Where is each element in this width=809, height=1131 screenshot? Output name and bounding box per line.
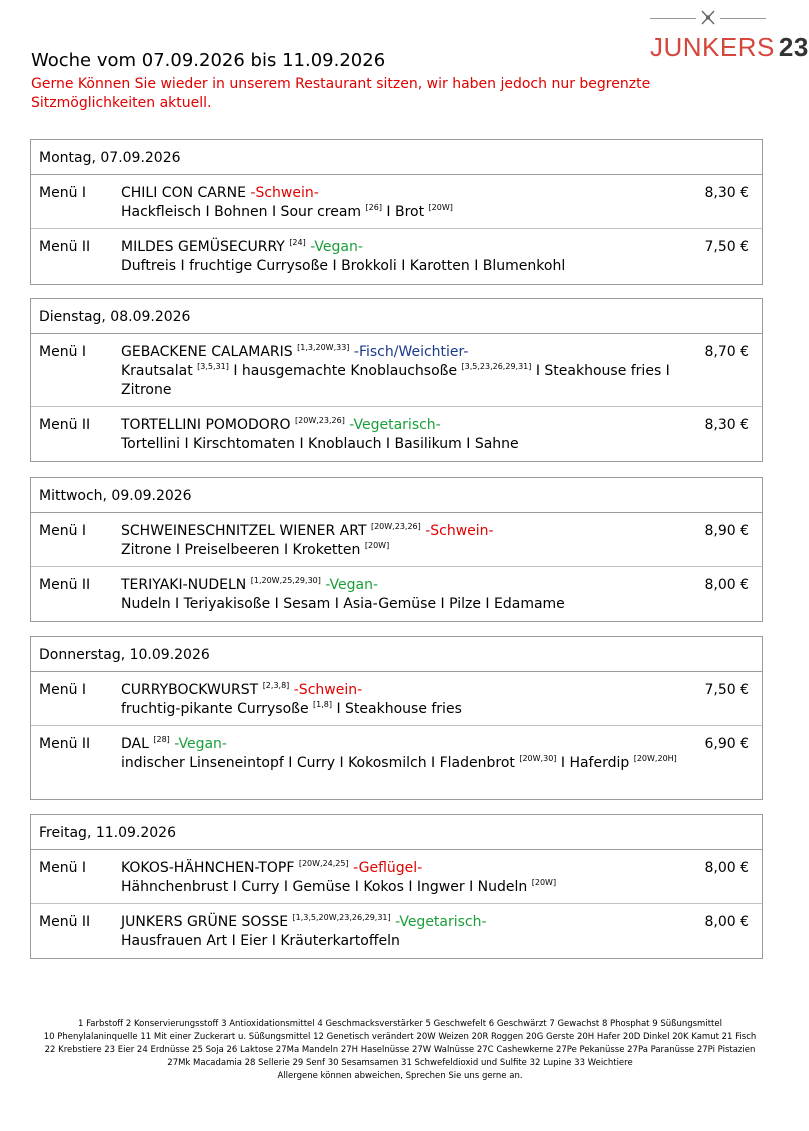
side-dishes: Tortellini I Kirschtomaten I Knoblauch I Basilikum I Sahne (121, 436, 519, 452)
menu-label: Menü I (39, 682, 87, 698)
allergen-legend (0, 1018, 800, 1083)
menu-description (121, 576, 691, 614)
allergen-codes: [20W,23,26] (295, 416, 345, 425)
menu-price: 8,90 € (704, 523, 749, 539)
dish-name: TORTELLINI POMODORO (121, 417, 291, 433)
diet-tag: -Schwein- (425, 523, 494, 539)
side-dishes: I Haferdip (560, 755, 630, 771)
side-dishes: Hackfleisch I Bohnen I Sour cream (121, 204, 362, 220)
logo-rule-left (650, 18, 696, 19)
allergen-codes: [28] (153, 735, 170, 744)
allergen-codes: [1,8] (313, 700, 332, 709)
menu-label: Menü II (39, 914, 91, 930)
diet-tag: -Fisch/Weichtier- (353, 344, 469, 360)
legend-line: 27Mk Macadamia 28 Sellerie 29 Senf 30 Sesamsamen 31 Schwefeldioxid und Sulfite 32 Lupine 33 Weichtiere (167, 1058, 633, 1068)
legend-line: 1 Farbstoff 2 Konservierungsstoff 3 Antioxidationsmittel 4 Geschmacksverstärker 5 Geschwefelt 6 Geschwärzt 7 Gewachst 8 Phosphat 9 Süßungsmittel (78, 1019, 722, 1029)
dish-name: CURRYBOCKWURST (121, 682, 259, 698)
menu-row (31, 904, 762, 958)
dish-name: DAL (121, 736, 149, 752)
menu-description (121, 343, 691, 400)
diet-tag: -Vegan- (310, 239, 363, 255)
menu-label: Menü II (39, 239, 91, 255)
allergen-codes: [20W,30] (519, 754, 557, 763)
legend-line: Allergene können abweichen, Sprechen Sie uns gerne an. (277, 1071, 523, 1081)
day-title: Montag, 07.09.2026 (31, 140, 762, 175)
menu-price: 6,90 € (704, 736, 749, 752)
menu-price: 7,50 € (704, 239, 749, 255)
menu-row (31, 513, 762, 567)
diet-tag: -Geflügel- (353, 860, 423, 876)
side-dishes: I Steakhouse fries (336, 701, 462, 717)
menu-description (121, 681, 691, 719)
logo-number: 23 (778, 32, 809, 62)
logo-wordmark (650, 32, 809, 62)
diet-tag: -Vegan- (174, 736, 227, 752)
allergen-codes: [3,5,23,26,29,31] (461, 362, 532, 371)
side-dishes: Zitrone I Preiselbeeren I Kroketten (121, 542, 361, 558)
menu-label: Menü II (39, 577, 91, 593)
menu-price: 8,70 € (704, 344, 749, 360)
allergen-codes: [3,5,31] (197, 362, 229, 371)
side-dishes: Krautsalat (121, 363, 193, 379)
menu-price: 8,30 € (704, 417, 749, 433)
side-dishes: Duftreis I fruchtige Currysoße I Brokkoli I Karotten I Blumenkohl (121, 258, 566, 274)
day-thursday (30, 636, 763, 800)
menu-row (31, 175, 762, 229)
dish-name: MILDES GEMÜSECURRY (121, 239, 285, 255)
dish-name: GEBACKENE CALAMARIS (121, 344, 293, 360)
menu-price: 8,00 € (704, 577, 749, 593)
menu-description (121, 859, 691, 897)
menu-label: Menü II (39, 417, 91, 433)
side-dishes: I hausgemachte Knoblauchsoße (233, 363, 458, 379)
day-title: Freitag, 11.09.2026 (31, 815, 762, 850)
side-dishes: fruchtig-pikante Currysoße (121, 701, 309, 717)
allergen-codes: [20W,23,26] (370, 522, 421, 531)
diet-tag: -Vegan- (325, 577, 379, 593)
menu-label: Menü I (39, 860, 87, 876)
notice-text: Gerne Können Sie wieder in unserem Restaurant sitzen, wir haben jedoch nur begrenzte Sitzmöglichkeiten aktuell. (31, 76, 651, 111)
side-dishes: Hausfrauen Art I Eier I Kräuterkartoffeln (121, 933, 400, 949)
fork-knife-icon (696, 8, 720, 28)
menu-row (31, 672, 762, 726)
menu-label: Menü I (39, 344, 87, 360)
menu-row (31, 850, 762, 904)
dish-name: JUNKERS GRÜNE SOSSE (121, 914, 289, 930)
logo-rule-right (720, 18, 766, 19)
allergen-codes: [20W] (428, 203, 453, 212)
allergen-codes: [1,20W,25,29,30] (250, 576, 321, 585)
diet-tag: -Schwein- (293, 682, 363, 698)
menu-description (121, 238, 691, 276)
side-dishes: Hähnchenbrust I Curry I Gemüse I Kokos I Ingwer I Nudeln (121, 879, 528, 895)
menu-label: Menü I (39, 523, 87, 539)
day-tuesday (30, 298, 763, 462)
menu-row (31, 726, 762, 799)
diet-tag: -Vegetarisch- (349, 417, 441, 433)
day-monday (30, 139, 763, 285)
menu-price: 8,00 € (704, 860, 749, 876)
allergen-codes: [20W,20H] (633, 754, 677, 763)
menu-label: Menü I (39, 185, 87, 201)
day-title: Dienstag, 08.09.2026 (31, 299, 762, 334)
menu-row (31, 229, 762, 284)
menu-price: 8,00 € (704, 914, 749, 930)
allergen-codes: [1,3,20W,33] (297, 343, 350, 352)
day-title: Donnerstag, 10.09.2026 (31, 637, 762, 672)
allergen-codes: [20W] (364, 541, 390, 550)
diet-tag: -Schwein- (250, 185, 319, 201)
dish-name: SCHWEINESCHNITZEL WIENER ART (121, 523, 367, 539)
side-dishes: I Steakhouse fries I Zitrone (121, 363, 670, 398)
menu-description (121, 522, 691, 560)
menu-row (31, 567, 762, 621)
side-dishes: indischer Linseneintopf I Curry I Kokosmilch I Fladenbrot (121, 755, 515, 771)
day-friday (30, 814, 763, 959)
menu-price: 8,30 € (704, 185, 749, 201)
menu-label: Menü II (39, 736, 91, 752)
menu-description (121, 913, 691, 951)
menu-row (31, 407, 762, 461)
menu-description (121, 184, 691, 222)
menu-description (121, 416, 691, 454)
dish-name: CHILI CON CARNE (121, 185, 246, 201)
side-dishes: I Brot (386, 204, 425, 220)
week-title: Woche vom 07.09.2026 bis 11.09.2026 (31, 50, 386, 71)
allergen-codes: [20W,24,25] (298, 859, 349, 868)
day-title: Mittwoch, 09.09.2026 (31, 478, 762, 513)
side-dishes: Nudeln I Teriyakisoße I Sesam I Asia-Gemüse I Pilze I Edamame (121, 596, 565, 612)
menu-description (121, 735, 691, 773)
allergen-codes: [24] (289, 238, 306, 247)
day-wednesday (30, 477, 763, 622)
restaurant-logo (648, 8, 809, 68)
allergen-codes: [2,3,8] (262, 681, 290, 690)
legend-line: 10 Phenylalaninquelle 11 Mit einer Zuckerart u. Süßungsmittel 12 Genetisch verändert 20W Weizen 20R Roggen 20G Gerste 20H Hafer 20D Dinkel 20K Kamut 21 Fisch (43, 1032, 757, 1042)
legend-line: 22 Krebstiere 23 Eier 24 Erdnüsse 25 Soja 26 Laktose 27Ma Mandeln 27H Haselnüsse 27W Walnüsse 27C Cashewkerne 27Pe Pekanüsse 27Pa Paranüsse 27Pi Pistazien (44, 1045, 756, 1055)
allergen-codes: [20W] (531, 878, 557, 887)
menu-price: 7,50 € (704, 682, 749, 698)
dish-name: TERIYAKI-NUDELN (121, 577, 247, 593)
menu-row (31, 334, 762, 407)
diet-tag: -Vegetarisch- (395, 914, 487, 930)
allergen-codes: [26] (365, 203, 382, 212)
logo-brand: JUNKERS (650, 32, 775, 62)
allergen-codes: [1,3,5,20W,23,26,29,31] (292, 913, 391, 922)
dish-name: KOKOS-HÄHNCHEN-TOPF (121, 860, 295, 876)
